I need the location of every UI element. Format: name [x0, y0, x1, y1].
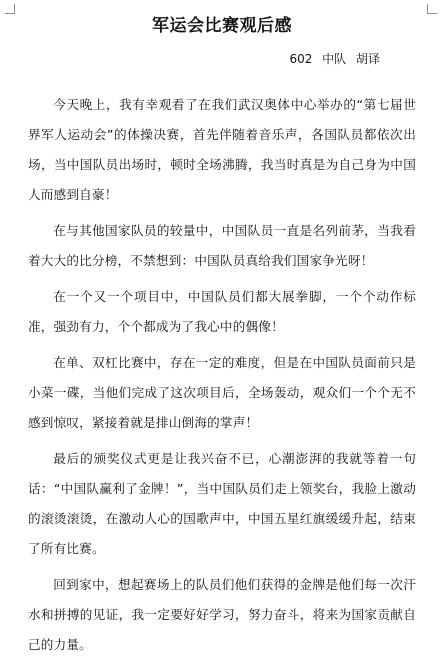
paragraph-4: 在单、双杠比赛中，存在一定的难度，但是在中国队员面前只是小菜一碟，当他们完成了这次项目后，全场轰动，观众们一个个无不感到惊叹，紧接着就是排山倒海的掌声！	[28, 355, 416, 430]
paragraph-3: 在一个又一个项目中，中国队员们都大展拳脚，一个个动作标准，强劲有力，个个都成为了我心中的偶像！	[28, 289, 416, 334]
paragraph-5: 最后的颁奖仪式更是让我兴奋不已，心潮澎湃的我就等着一句话：“中国队赢利了金牌！”，当中国队员们走上领奖台，我脸上激动的滚烫滚烫，在激动人心的国歌声中，中国五星红旗缓缓升起，结束了所有比赛。	[28, 451, 416, 556]
author-byline: 602 中队 胡译	[289, 52, 380, 66]
paragraph-6: 回到家中，想起赛场上的队员们他们获得的金牌是他们每一次汗水和拼搏的见证，我一定要好好学习，努力奋斗，将来为国家贡献自己的力量。	[28, 577, 416, 652]
page-corner-mark-top-left	[5, 4, 15, 14]
document-page	[28, 14, 416, 666]
document-title: 军运会比赛观后感	[152, 16, 292, 36]
paragraph-1: 今天晚上，我有幸观看了在我们武汉奥体中心举办的“第七届世界军人运动会”的体操决赛，首先伴随着音乐声，各国队员都依次出场，当中国队员出场时，顿时全场沸腾，我当时真是为自己身为中国人而感到自豪！	[28, 97, 416, 202]
page-corner-mark-top-right	[427, 4, 437, 14]
paragraph-2: 在与其他国家队员的较量中，中国队员一直是名列前茅，当我看着大大的比分榜，不禁想到：中国队员真给我们国家争光呀！	[28, 223, 416, 268]
